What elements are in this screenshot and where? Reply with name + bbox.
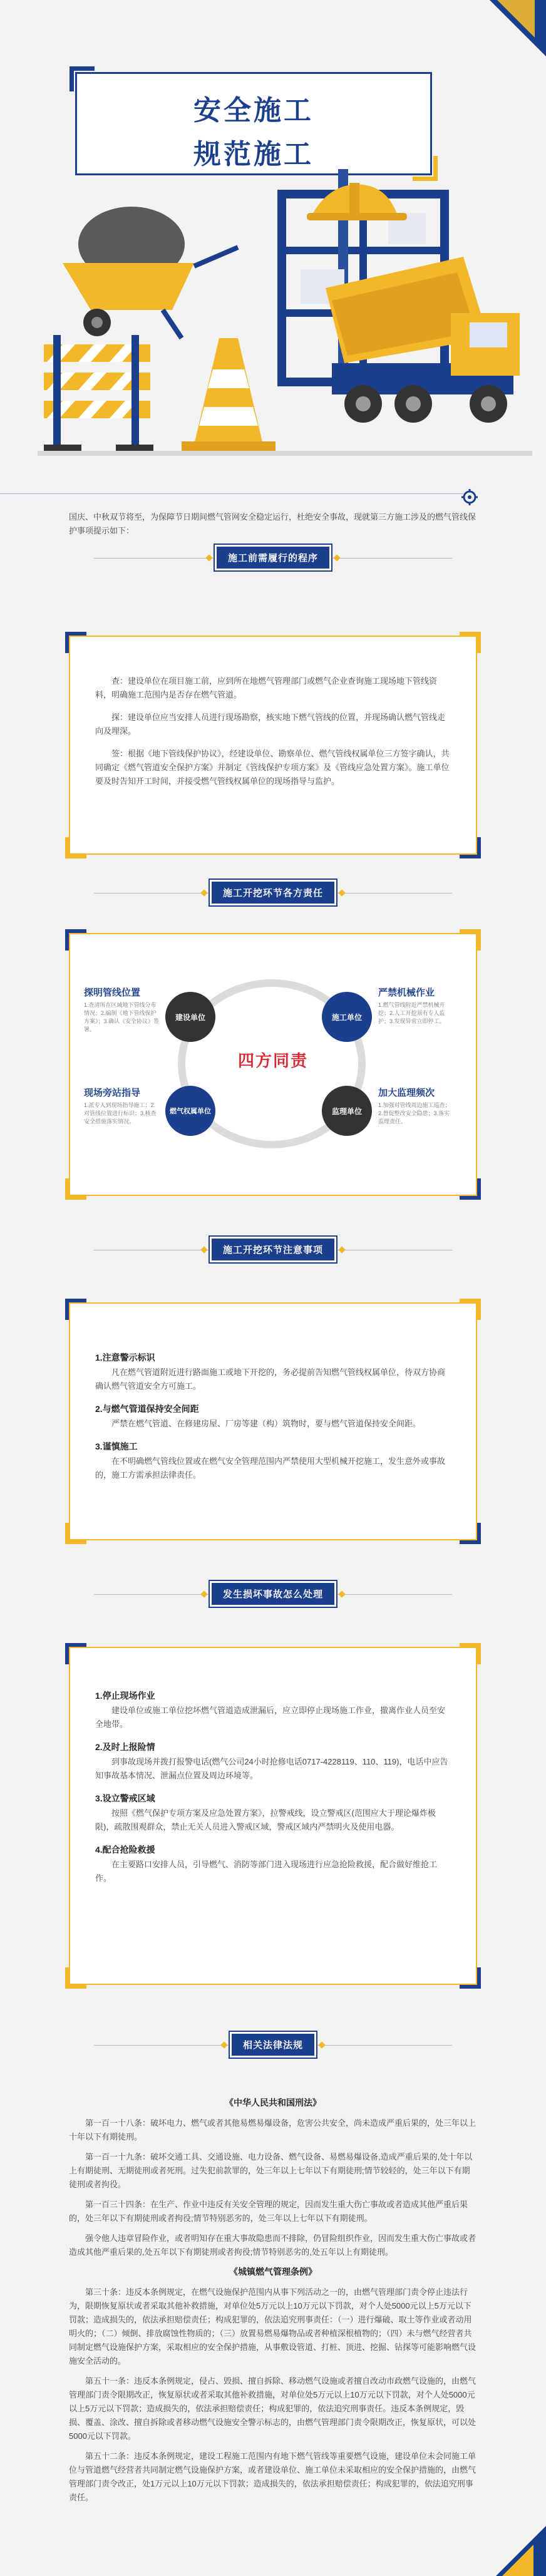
section-header-responsibility [0, 880, 546, 905]
section-title: 施工开挖环节各方责任 [210, 880, 336, 905]
construction-illustration [38, 157, 532, 470]
accident-step-title: 2.及时上报险情 [95, 1742, 155, 1752]
section-title: 施工开挖环节注意事项 [210, 1237, 336, 1262]
traffic-cone-icon [182, 338, 276, 453]
intro-paragraph: 国庆、中秋双节将至，为保障节日期间燃气管网安全稳定运行，杜绝安全事故，现就第三方施工涉及的燃气管线保护事项提示如下： [69, 512, 476, 535]
section-header-law [0, 2032, 546, 2058]
precaution-title: 2.与燃气管道保持安全间距 [95, 1404, 199, 1414]
item-text: 1.燃气管线附近严禁机械开挖；2.人工开挖须有专人监护；3.发现异常立即停工。 [378, 1002, 445, 1024]
item-title: 现场旁站指导 [84, 1088, 141, 1098]
law-article: 第一百一十八条：破坏电力、燃气或者其他易燃易爆设备，危害公共安全，尚未造成严重后果的，处三年以上十年以下有期徒刑。 [69, 2118, 476, 2141]
procedure-step-survey: 探：建设单位应当安排人员进行现场勘察，核实地下燃气管线的位置，并现场确认燃气管线走向及埋深。 [95, 713, 446, 736]
center-slogan: 四方同责 [237, 1051, 308, 1070]
accident-card [69, 1647, 477, 1985]
law-section [69, 2091, 477, 2511]
role-label: 施工单位 [331, 1012, 362, 1022]
role-circle [165, 992, 215, 1042]
section-title: 相关法律法规 [230, 2032, 316, 2058]
section-title: 施工前需履行的程序 [215, 545, 331, 570]
dump-truck-icon [326, 257, 520, 423]
page-title-line-1: 安全施工 [193, 95, 314, 126]
gear-icon [461, 488, 478, 506]
accident-step-title: 4.配合抢险救援 [95, 1845, 155, 1855]
role-circle [165, 1086, 215, 1136]
wheelbarrow-icon [63, 207, 238, 338]
item-title: 探明管线位置 [84, 987, 141, 998]
accident-step-text: 到事故现场并拨打报警电话(燃气公司24小时抢修电话0717-4228119、110、119)，电话中应告知事故基本情况、泄漏点位置及周边环境等。 [95, 1757, 448, 1780]
item-text: 1.加强对管线周边施工巡查；2.督促整改安全隐患；3.落实监理责任。 [378, 1102, 451, 1125]
title-corner-top-left [70, 66, 95, 91]
bottom-corner-decoration-accent [502, 2545, 533, 2576]
item-title: 严禁机械作业 [378, 987, 435, 998]
item-gas [84, 1086, 159, 1126]
accident-step-text: 在主要路口安排人员，引导燃气、消防等部门进入现场进行应急抢险救援，配合做好维抢工作。 [95, 1860, 438, 1883]
corner-decoration-accent [497, 0, 535, 38]
role-label: 监理单位 [331, 1106, 362, 1116]
item-text: 1.派专人到现场指导施工；2.对管线位置进行标识；3.核查安全措施落实情况。 [84, 1102, 157, 1125]
law-article: 第五十一条：违反本条例规定，侵占、毁损、擅自拆除、移动燃气设施或者擅自改动市政燃气设施的，由燃气管理部门责令限期改正，恢复原状或者采取其他补救措施，对单位处5万元以上10万元以下罚款，对个人处5000元以上5万元以下罚款；造成损失的，依法承担赔偿责任；构成犯罪的，依法追究刑事责任。违反本条例规定，毁损、覆盖、涂改、擅自拆除或者移动燃气设施安全警示标志的，由燃气管理部门责令限期改正，恢复原状，可以处5000元以下罚款。 [69, 2376, 476, 2441]
law-article: 第一百一十九条：破坏交通工具、交通设施、电力设备、燃气设备、易燃易爆设备,造成严重后果的,处十年以上有期徒刑、无期徒刑或者死刑。过失犯前款罪的，处三年以上七年以下有期徒刑;情节较轻的，处三年以下有期徒刑或者拘役。 [69, 2152, 473, 2189]
precaution-text: 凡在燃气管道附近进行路面施工或地下开挖的，务必提前告知燃气管线权属单位，待双方协商确认燃气管道安全方可施工。 [95, 1368, 446, 1391]
page-title-line-2: 规范施工 [193, 138, 314, 170]
role-circle [322, 1086, 372, 1136]
law-title: 《城镇燃气管理条例》 [229, 2267, 317, 2277]
responsibility-diagram [84, 973, 462, 1161]
section-header-procedure [0, 545, 546, 570]
section-header-accident [0, 1581, 546, 1607]
precaution-title: 1.注意警示标识 [95, 1352, 155, 1363]
law-article: 第三十条：违反本条例规定，在燃气设施保护范围内从事下列活动之一的，由燃气管理部门责令停止违法行为，限期恢复原状或者采取其他补救措施，对单位处5万元以上10万元以下罚款，对个人处5000元以上5万元以下罚款；造成损失的，依法承担赔偿责任；构成犯罪的，依法追究刑事责任：（一）进行爆破、取土等作业或者动用明火的；（二）倾倒、排放腐蚀性物质的；（三）放置易燃易爆物品或者种植深根植物的；（四）未与燃气经营者共同制定燃气设施保护方案，采取相应的安全保护措施，从事敷设管道、打桩、顶进、挖掘、钻探等可能影响燃气设施安全活动的。 [69, 2287, 476, 2366]
item-construct [378, 986, 453, 1026]
law-article: 强令他人违章冒险作业，或者明知存在重大事故隐患而不排除，仍冒险组织作业，因而发生重大伤亡事故或者造成其他严重后果的,处五年以下有期徒刑或者拘役;情节特别恶劣的,处五年以上有期徒刑。 [69, 2233, 476, 2257]
role-label: 燃气权属单位 [170, 1108, 211, 1115]
item-supervise [378, 1086, 453, 1126]
accident-step-title: 1.停止现场作业 [95, 1691, 155, 1701]
accident-step-text: 按照《燃气保护专项方案及应急处置方案》，拉警戒线，设立警戒区(范围应大于理论爆炸极限)，疏散围观群众，禁止无关人员进入警戒区域，警戒区域内严禁明火及使用电器。 [95, 1808, 436, 1832]
procedure-step-sign: 签：根据《地下管线保护协议》，经建设单位、勘察单位、燃气管线权属单位三方签字确认，共同确定《燃气管道安全保护方案》并制定《管线保护专项方案》及《管线应急处置方案》。施工单位要及时告知开工时间，并接受燃气管线权属单位的现场指导与监护。 [95, 749, 450, 786]
item-build [84, 986, 159, 1034]
procedure-card [69, 636, 477, 855]
responsibility-card [69, 933, 477, 1196]
law-title: 《中华人民共和国刑法》 [225, 2098, 321, 2108]
item-title: 加大监理频次 [378, 1088, 435, 1098]
role-circle [322, 992, 372, 1042]
procedure-step-check: 查：建设单位在项目施工前，应到所在地燃气管理部门或燃气企业查询施工现场地下管线资料，明确施工范围内是否存在燃气管道。 [95, 676, 438, 699]
role-label: 建设单位 [175, 1012, 205, 1022]
precaution-text: 严禁在燃气管道、在修建房屋、厂房等建（构）筑物时，要与燃气管道保持安全间距。 [111, 1419, 421, 1428]
item-text: 1.查清所在区域地下管线分布情况；2.编制《地下管线保护方案》；3.确认《安全协议》签署。 [84, 1002, 160, 1033]
precaution-text: 在不明确燃气管线位置或在燃气安全管理范围内严禁使用大型机械开挖施工，发生意外或事故的，施工方需承担法律责任。 [95, 1456, 446, 1480]
section-header-precautions [0, 1237, 546, 1262]
accident-step-title: 3.设立警戒区域 [95, 1793, 155, 1803]
hard-hat-icon [307, 183, 407, 220]
precaution-title: 3.谨慎施工 [95, 1441, 138, 1451]
accident-step-text: 建设单位或施工单位挖坏燃气管道造成泄漏后，应立即停止现场施工作业，撤离作业人员至安全地带。 [95, 1706, 446, 1729]
law-article: 第五十二条：违反本条例规定，建设工程施工范围内有地下燃气管线等重要燃气设施，建设单位未会同施工单位与管道燃气经营者共同制定燃气设施保护方案，或者建设单位、施工单位未采取相应的安全保护措施的，由燃气管理部门责令改正，处1万元以上10万元以下罚款；造成损失的，依法承担赔偿责任；构成犯罪的，依法追究刑事责任。 [69, 2451, 476, 2502]
barrier-icon [44, 335, 153, 452]
precautions-card [69, 1302, 477, 1540]
law-article: 第一百三十四条：在生产、作业中违反有关安全管理的规定，因而发生重大伤亡事故或者造成其他严重后果的，处三年以下有期徒刑或者拘役;情节特别恶劣的，处三年以上七年以下有期徒刑。 [69, 2200, 468, 2223]
section-title: 发生损坏事故怎么处理 [210, 1581, 336, 1607]
